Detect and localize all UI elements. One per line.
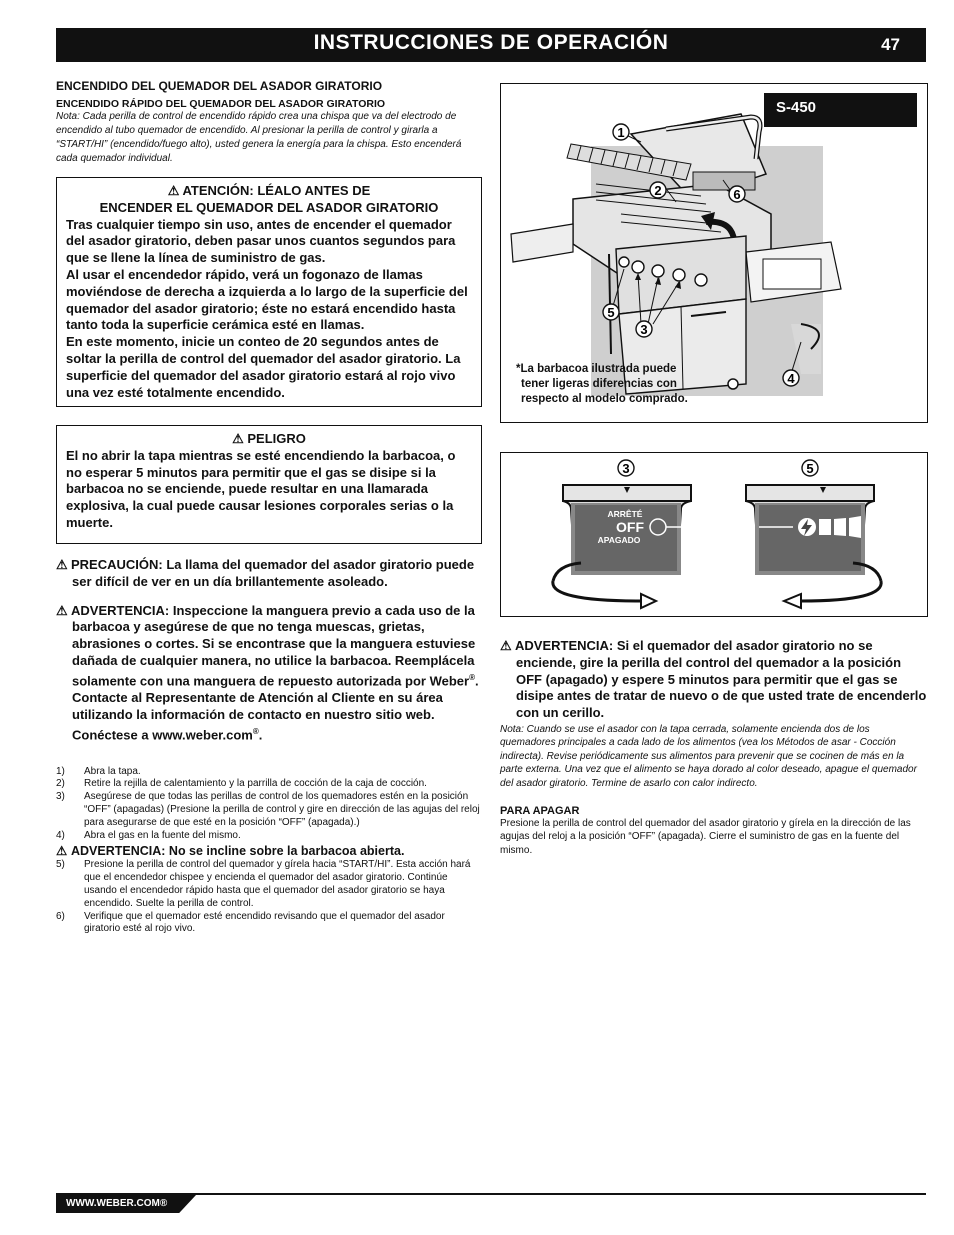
left-column: [56, 79, 482, 936]
page-title: INSTRUCCIONES DE OPERACIÓN: [313, 31, 669, 54]
callout-3: 3: [640, 322, 648, 337]
callout-5: 5: [607, 305, 615, 320]
attention-box: [56, 177, 482, 407]
callout-3: 3: [622, 461, 630, 476]
caution-text: ⚠ PRECAUCIÓN: La llama del quemador del asador giratorio puede ser difícil de ver en un día brillantemente asoleado.: [56, 557, 475, 589]
knob-figure: [500, 452, 928, 617]
off-text: Presione la perilla de control del quemador del asador giratorio y gírela en la dirección de las agujas del reloj a la posición “OFF” (apagada). Cierre el suministro de gas en la fuente del mismo.: [500, 818, 911, 856]
list-item: 3) Asegúrese de que todas las perillas de control de los quemadores estén en la posición “OFF” (apagadas) (Presione la perilla de control y gire en dirección de las agujas del reloj para asegurarse de que esté en la posición “OFF” (apagada).): [56, 791, 480, 828]
callout-5: 5: [806, 461, 814, 476]
section-heading: ENCENDIDO DEL QUEMADOR DEL ASADOR GIRATORIO: [56, 79, 383, 93]
indirect-note: Nota: Cuando se use el asador con la tapa cerrada, solamente encienda dos de los quemadores principales a cada lado de los alimentos (vea los Métodos de asar - Cocción indirecta). Revise periódicamente sus alimentos para prevenir que se cocinen de más en la parte externa. Una vez que el alimento se haya dorado al color deseado, apague el quemador del asador giratorio. Termine de asarlo con calor indirecto.: [500, 723, 917, 789]
list-item: 2) Retire la rejilla de calentamiento y la parrilla de cocción de la caja de cocción.: [56, 778, 427, 790]
list-item: 4) Abra el gas en la fuente del mismo.: [56, 829, 241, 841]
warning-triangle-icon: ⚠: [500, 638, 512, 653]
warning-triangle-icon: ⚠: [56, 557, 68, 572]
footer-rule: [56, 1193, 926, 1195]
ignition-note: Nota: Cada perilla de control de encendido rápido crea una chispa que va del electrodo de encendido al tubo quemador de encendido. Al presionar la perilla de control y girarla a “START/HI” (encendido/fuego alto), usted genera la energía para la chispa. Esto encenderá cada quemador individual.: [56, 111, 462, 164]
attention-title: ⚠ ATENCIÓN: LÉALO ANTES DE: [167, 183, 371, 198]
list-item: 6) Verifique que el quemador esté encendido revisando que el quemador del asador giratorio esté al rojo vivo.: [56, 910, 445, 935]
danger-text: El no abrir la tapa mientras se esté encendiendo la barbacoa, o no esperar 5 minutos para permitir que el gas se disipe si la barbacoa no se enciende, puede resultar en una llamarada explosiva, la cual puede causar lesiones corporales serias o la muerte.: [66, 447, 456, 530]
warning-triangle-icon: ⚠: [56, 602, 68, 618]
warning-triangle-icon: ⚠: [56, 844, 68, 859]
knob-label-off: OFF: [616, 519, 644, 535]
figure-caption: *La barbacoa ilustrada puede tener ligeras diferencias con respecto al modelo comprado.: [516, 363, 688, 405]
right-column: [500, 83, 928, 857]
callout-6: 6: [733, 187, 741, 202]
list-item: 5) Presione la perilla de control del quemador y gírela hacia “START/HI”. Esta acción hará que el encendedor chispee y encienda el quemador del asador giratorio. Continúe usando el encendedor rápido hasta que el quemador del asador giratorio se haya encendido. Suelte la perilla de control.: [56, 859, 471, 909]
knob-label-top: ARRÊTÉ: [607, 509, 643, 519]
model-label: S-450: [764, 93, 917, 127]
knob-label-bottom: APAGADO: [597, 535, 641, 545]
rotisserie-warning: ⚠ ADVERTENCIA: Si el quemador del asador giratorio no se enciende, gire la perilla del control del quemador a la posición OFF (apagado) y espere 5 minutos para permitir que el gas se disipe antes de tratar de nuevo o de que usted trate de encenderlo con un cerillo.: [500, 638, 927, 721]
warning-triangle-icon: ⚠: [232, 431, 244, 446]
danger-title: ⚠ PELIGRO: [232, 431, 306, 446]
lean-warning: ⚠ ADVERTENCIA: No se incline sobre la barbacoa abierta.: [56, 844, 405, 859]
attention-paragraph: En este momento, inicie un conteo de 20 segundos antes de soltar la perilla de control del quemador del asador giratorio. La superficie del quemador del asador giratorio estará al rojo vivo una vez esté totalmente encendido.: [66, 334, 461, 400]
attention-paragraph: Tras cualquier tiempo sin uso, antes de encender el quemador del asador giratorio, deben pasar unos cuantos segundos para que se llene la línea de suministro de gas.: [66, 216, 456, 266]
callout-4: 4: [787, 371, 795, 386]
list-item: 1) Abra la tapa.: [56, 765, 141, 777]
danger-box: [56, 425, 482, 544]
footer-url[interactable]: WWW.WEBER.COM®: [66, 1198, 168, 1209]
steps-list: [56, 859, 482, 936]
callout-2: 2: [654, 183, 662, 198]
steps-list: [56, 766, 482, 843]
attention-title-line2: ENCENDER EL QUEMADOR DEL ASADOR GIRATORIO: [99, 199, 439, 215]
warning-triangle-icon: ⚠: [167, 183, 180, 198]
hose-warning: ⚠ ADVERTENCIA: Inspeccione la manguera previo a cada uso de la barbacoa y asegúrese de que no tenga muescas, grietas, abrasiones o cortes. Si se encontrase que la manguera estuviese dañada de cualquier manera, no utilice la barbacoa. Reemplácela solamente con una manguera de repuesto autorizada por Weber®. Contacte al Representante de Atención al Cliente en su área utilizando la información de contacto en nuestro sitio web. Conéctese a www.weber.com®.: [56, 602, 479, 742]
subsection-heading: ENCENDIDO RÁPIDO DEL QUEMADOR DEL ASADOR GIRATORIO: [56, 98, 386, 110]
grill-figure: [500, 83, 928, 423]
page-number: 47: [881, 35, 900, 54]
knob-illustration: [501, 453, 929, 618]
callout-1: 1: [617, 125, 625, 140]
page-header: [56, 28, 926, 62]
off-heading: PARA APAGAR: [500, 805, 580, 818]
attention-paragraph: Al usar el encendedor rápido, verá un fogonazo de llamas moviéndose de derecha a izquierda a lo largo de la superficie del quemador del asador giratorio; éste no estará encendido hasta tanto toda la superficie cerámica esté en llamas.: [66, 266, 468, 333]
